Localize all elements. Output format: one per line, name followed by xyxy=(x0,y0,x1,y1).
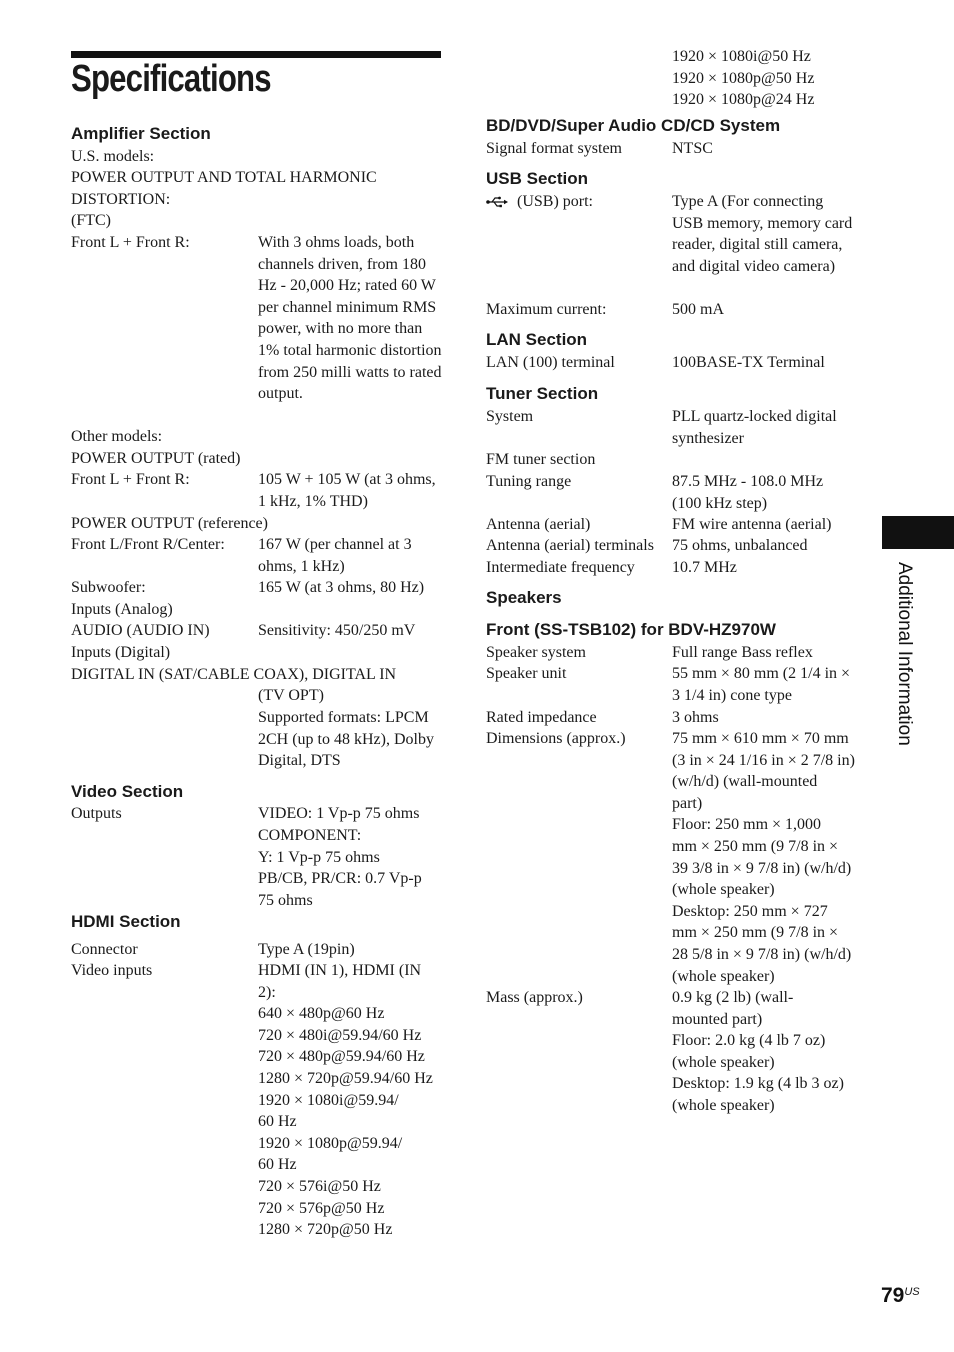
outputs-line3: Y: 1 Vp-p 75 ohms xyxy=(258,849,380,866)
spec-key: Maximum current: xyxy=(486,301,607,318)
ftc: (FTC) xyxy=(71,212,111,229)
tuner-heading: Tuner Section xyxy=(486,384,599,403)
usb-port-label: (USB) port: xyxy=(517,193,593,210)
spec-value: 165 W (at 3 ohms, 80 Hz) xyxy=(258,579,425,596)
spec-value: 87.5 MHz - 108.0 MHz (100 kHz step) xyxy=(672,473,824,512)
spec-line: part) xyxy=(672,794,703,812)
spec-line: (whole speaker) xyxy=(672,1097,775,1114)
spec-value: 167 W (per channel at 3 ohms, 1 kHz) xyxy=(258,536,412,575)
power-reference: POWER OUTPUT (reference) xyxy=(71,515,268,532)
spec-value: 3 ohms xyxy=(672,709,719,726)
spec-key: Front L + Front R: xyxy=(71,471,190,488)
spec-value: Type A (For connecting USB memory, memory card reader, digital still camera, and digital video camera) xyxy=(672,193,853,275)
spec-key xyxy=(486,191,593,213)
title-rule xyxy=(71,51,441,58)
outputs-key: Outputs xyxy=(71,805,122,822)
speaker-unit-line2: 3 1/4 in) cone type xyxy=(672,687,792,704)
power-output-line1: POWER OUTPUT AND TOTAL HARMONIC xyxy=(71,169,377,186)
spec-line: 1920 × 1080p@24 Hz xyxy=(672,91,815,109)
spec-line: 640 × 480p@60 Hz xyxy=(258,1005,385,1023)
mass-key: Mass (approx.) xyxy=(486,989,583,1006)
spec-key: Speaker system xyxy=(486,644,586,661)
spec-line: 39 3/8 in × 9 7/8 in) (w/h/d) xyxy=(672,859,852,877)
spec-line: Floor: 250 mm × 1,000 xyxy=(672,816,822,834)
speakers-subheading: Front (SS-TSB102) for BDV-HZ970W xyxy=(486,620,776,639)
speaker-unit-key: Speaker unit xyxy=(486,665,567,682)
spec-value: 500 mA xyxy=(672,301,724,318)
spec-line: 720 × 576p@50 Hz xyxy=(258,1199,385,1217)
spec-key: Signal format system xyxy=(486,140,622,157)
spec-value: PLL quartz-locked digital synthesizer xyxy=(672,408,837,447)
spec-line: (whole speaker) xyxy=(672,967,775,985)
section-tab xyxy=(882,516,954,549)
spec-line: (w/h/d) (wall-mounted xyxy=(672,773,818,791)
spec-key: Front L + Front R: xyxy=(71,234,190,251)
spec-value: NTSC xyxy=(672,140,713,157)
spec-key: Front L/Front R/Center: xyxy=(71,536,225,553)
spec-line: mm × 250 mm (9 7/8 in × xyxy=(672,924,839,942)
spec-line: (3 in × 24 1/16 in × 2 7/8 in) xyxy=(672,751,855,769)
spec-value: 75 ohms, unbalanced xyxy=(672,537,808,554)
spec-key: AUDIO (AUDIO IN) xyxy=(71,622,210,639)
hdmi-heading: HDMI Section xyxy=(71,912,181,931)
spec-key: Connector xyxy=(71,941,138,958)
inputs-digital: Inputs (Digital) xyxy=(71,644,171,661)
spec-key: Tuning range xyxy=(486,473,572,490)
amplifier-heading: Amplifier Section xyxy=(71,124,211,143)
power-output-line2: DISTORTION: xyxy=(71,191,171,208)
inputs-analog: Inputs (Analog) xyxy=(71,601,173,618)
spec-value: Sensitivity: 450/250 mV xyxy=(258,622,416,639)
outputs-line4: PB/CB, PR/CR: 0.7 Vp-p xyxy=(258,870,422,887)
outputs-line2: COMPONENT: xyxy=(258,827,362,844)
spec-value: 105 W + 105 W (at 3 ohms, 1 kHz, 1% THD) xyxy=(258,471,436,510)
spec-value: Type A (19pin) xyxy=(258,941,355,958)
spec-line: Floor: 2.0 kg (4 lb 7 oz) xyxy=(672,1032,826,1050)
spec-line: Desktop: 1.9 kg (4 lb 3 oz) xyxy=(672,1075,844,1093)
spec-line: 0.9 kg (2 lb) (wall- xyxy=(672,989,794,1006)
spec-line: 60 Hz xyxy=(258,1156,297,1174)
spec-line: 75 mm × 610 mm × 70 mm xyxy=(672,730,849,747)
spec-key: System xyxy=(486,408,534,425)
spec-value: 10.7 MHz xyxy=(672,559,737,576)
outputs-line1: VIDEO: 1 Vp-p 75 ohms xyxy=(258,805,420,822)
fm-tuner-section: FM tuner section xyxy=(486,451,596,468)
spec-line: 1280 × 720p@50 Hz xyxy=(258,1221,393,1239)
us-models: U.S. models: xyxy=(71,148,155,165)
spec-line: HDMI (IN 1), HDMI (IN xyxy=(258,962,422,979)
spec-value: With 3 ohms loads, both channels driven, from 180 Hz - 20,000 Hz; rated 60 W per channel minimum RMS power, with no more than 1% total harmonic distortion from 250 milli watts to rated output. xyxy=(258,234,442,403)
spec-line: 2): xyxy=(258,983,276,1001)
speakers-heading: Speakers xyxy=(486,588,562,607)
spec-line: (whole speaker) xyxy=(672,881,775,899)
speaker-unit-line1: 55 mm × 80 mm (2 1/4 in × xyxy=(672,665,851,682)
spec-key: Rated impedance xyxy=(486,709,597,726)
video-inputs-key: Video inputs xyxy=(71,962,153,979)
spec-key: Subwoofer: xyxy=(71,579,146,596)
spec-line: mounted part) xyxy=(672,1010,763,1028)
spec-value: Supported formats: LPCM 2CH (up to 48 kHz), Dolby Digital, DTS xyxy=(258,709,434,770)
spec-key: LAN (100) terminal xyxy=(486,354,615,371)
power-rated: POWER OUTPUT (rated) xyxy=(71,450,241,467)
side-section-label: Additional Information xyxy=(894,562,915,746)
outputs-line5: 75 ohms xyxy=(258,892,313,909)
video-heading: Video Section xyxy=(71,782,184,801)
page-number-value: 79 xyxy=(881,1284,905,1307)
spec-value: 100BASE-TX Terminal xyxy=(672,354,825,371)
digital-in-line1: DIGITAL IN (SAT/CABLE COAX), DIGITAL IN xyxy=(71,666,397,683)
spec-key: Antenna (aerial) xyxy=(486,516,591,533)
usb-icon xyxy=(486,196,508,208)
spec-line: 1920 × 1080p@50 Hz xyxy=(672,69,815,87)
spec-line: 720 × 480i@59.94/60 Hz xyxy=(258,1026,422,1044)
spec-line: 720 × 480p@59.94/60 Hz xyxy=(258,1048,425,1066)
spec-line: mm × 250 mm (9 7/8 in × xyxy=(672,838,839,855)
other-models: Other models: xyxy=(71,428,163,445)
usb-heading: USB Section xyxy=(486,169,589,188)
page-title: Specifications xyxy=(71,58,271,100)
spec-line: 1280 × 720p@59.94/60 Hz xyxy=(258,1070,433,1087)
spec-line: 60 Hz xyxy=(258,1113,297,1131)
spec-key: Antenna (aerial) terminals xyxy=(486,537,654,554)
spec-line: 1920 × 1080i@59.94/ xyxy=(258,1091,399,1109)
page-number xyxy=(881,1284,920,1308)
spec-value: FM wire antenna (aerial) xyxy=(672,516,832,533)
spec-line: (whole speaker) xyxy=(672,1053,775,1071)
spec-line: Desktop: 250 mm × 727 xyxy=(672,902,828,920)
digital-in-line2: (TV OPT) xyxy=(258,687,324,704)
spec-line: 28 5/8 in × 9 7/8 in) (w/h/d) xyxy=(672,946,852,963)
spec-value: Full range Bass reflex xyxy=(672,644,813,661)
dimensions-key: Dimensions (approx.) xyxy=(486,730,626,747)
bd-heading: BD/DVD/Super Audio CD/CD System xyxy=(486,116,781,135)
spec-line: 1920 × 1080p@59.94/ xyxy=(258,1134,403,1152)
spec-line: 1920 × 1080i@50 Hz xyxy=(672,48,811,65)
spec-key: Intermediate frequency xyxy=(486,559,635,576)
spec-line: 720 × 576i@50 Hz xyxy=(258,1178,381,1195)
lan-heading: LAN Section xyxy=(486,330,588,349)
page-number-suffix: US xyxy=(904,1286,920,1298)
